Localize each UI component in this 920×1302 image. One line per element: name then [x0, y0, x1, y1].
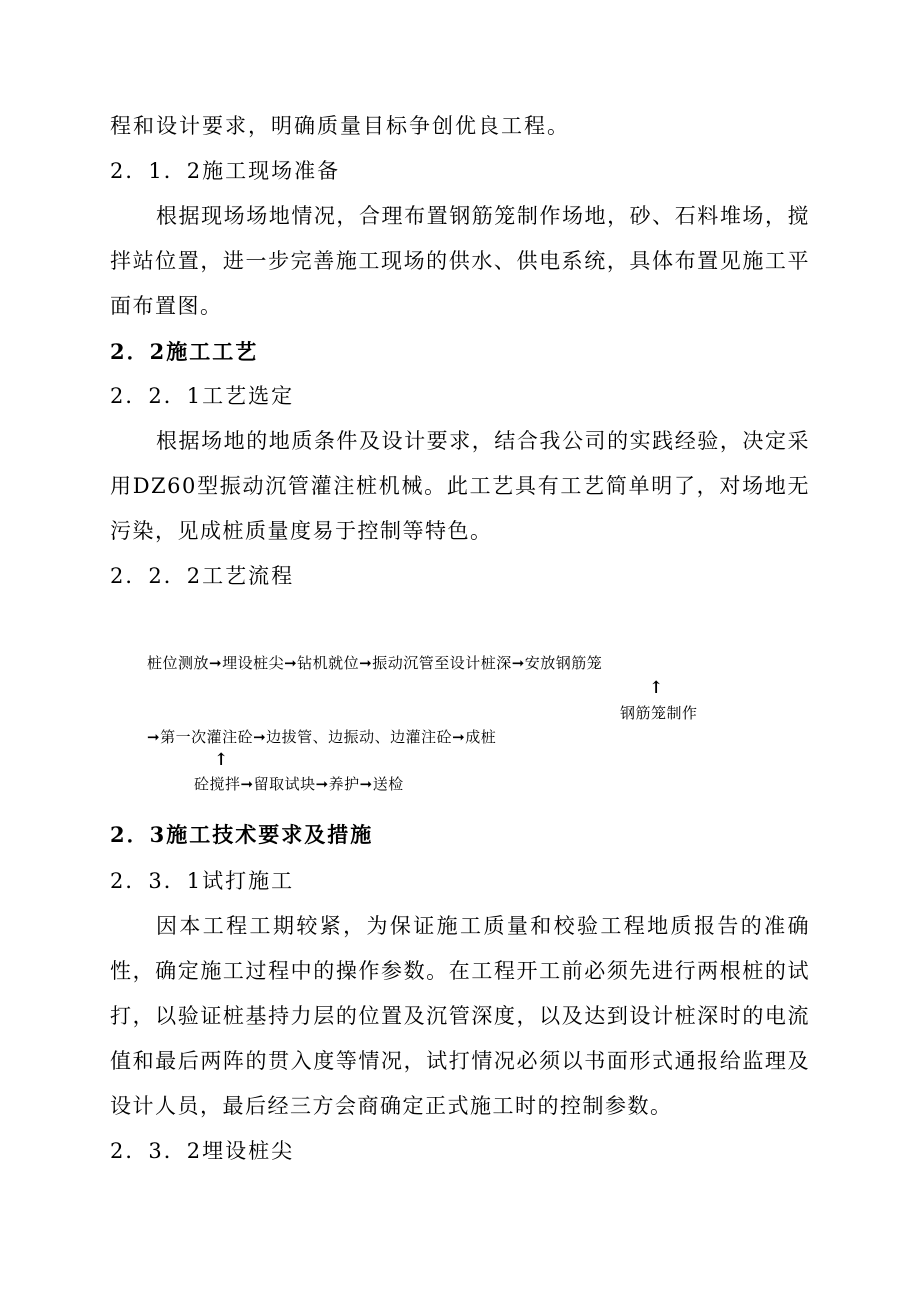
heading-2-3-1: 2．3．1试打施工 — [110, 869, 295, 893]
flow-branch-cage: 钢筋笼制作 — [620, 704, 698, 722]
flow-row-1: 桩位测放➞埋设桩尖➞钻机就位➞振动沉管至设计桩深➞安放钢筋笼 — [147, 654, 603, 672]
paragraph-trial-piling: 因本工程工期较紧，为保证施工质量和校验工程地质报告的准确性，确定施工过程中的操作参数。在工程开工前必须先进行两根桩的试打，以验证桩基持力层的位置及沉管深度，以及达到设计桩深时的电流值和最后两阵的贯入度等情况，试打情况必须以书面形式通报给监理及设计人员，最后经三方会商确定正式施工时的控制参数。 — [110, 914, 810, 1118]
heading-2-3: 2．3施工技术要求及措施 — [110, 822, 374, 847]
heading-2-2-2: 2．2．2工艺流程 — [110, 564, 295, 588]
heading-2-2: 2．2施工工艺 — [110, 339, 259, 364]
flow-row-2: ➞第一次灌注砼➞边拔管、边振动、边灌注砼➞成桩 — [147, 728, 497, 746]
heading-2-2-1: 2．2．1工艺选定 — [110, 384, 295, 408]
paragraph-continuation: 程和设计要求，明确质量目标争创优良工程。 — [110, 114, 570, 138]
heading-2-1-2: 2．1．2施工现场准备 — [110, 159, 341, 183]
flow-branch-concrete: 砼搅拌➞留取试块➞养护➞送检 — [194, 775, 404, 793]
up-arrow-icon: ↑ — [649, 678, 664, 698]
paragraph-site-preparation: 根据现场场地情况，合理布置钢筋笼制作场地，砂、石料堆场，搅拌站位置，进一步完善施工现场的供水、供电系统，具体布置见施工平面布置图。 — [110, 204, 810, 318]
up-arrow-icon: ↑ — [214, 750, 229, 770]
heading-2-3-2: 2．3．2埋设桩尖 — [110, 1139, 295, 1163]
paragraph-process-selection: 根据场地的地质条件及设计要求，结合我公司的实践经验，决定采用DZ60型振动沉管灌注桩机械。此工艺具有工艺简单明了，对场地无污染，见成桩质量度易于控制等特色。 — [110, 429, 810, 543]
